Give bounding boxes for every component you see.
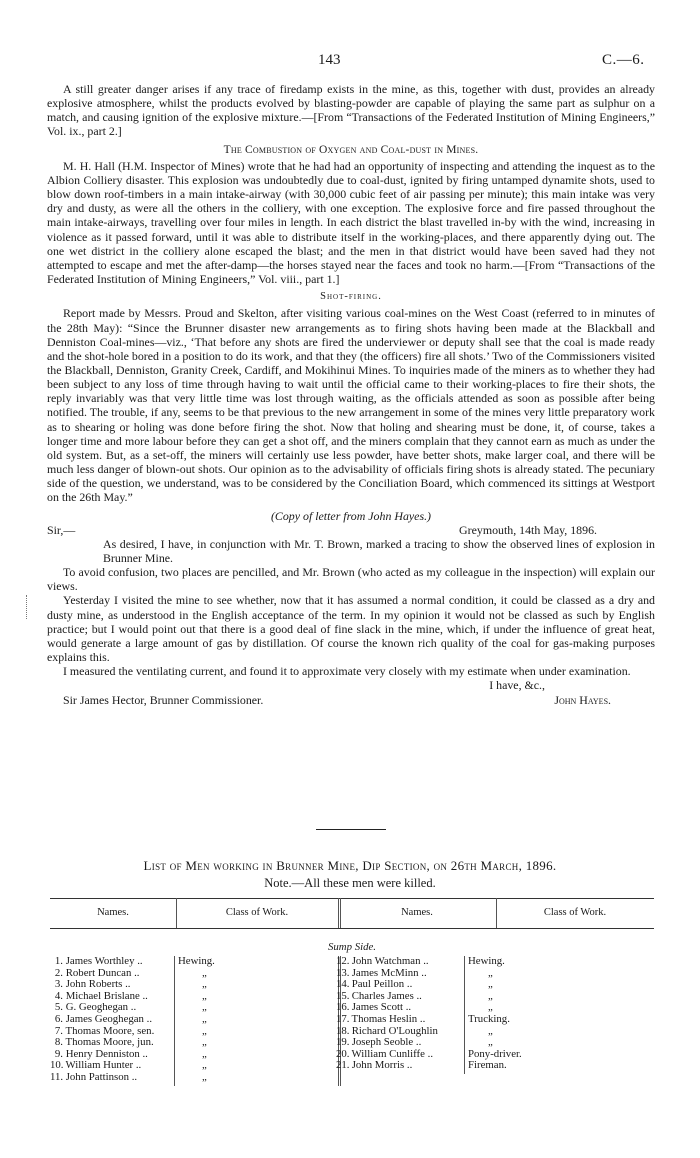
section-divider (316, 829, 386, 830)
column-header-work-right: Class of Work. (543, 907, 607, 918)
ditto-cell: „ (202, 1012, 207, 1025)
column-divider (464, 956, 465, 1074)
list-item: 11. John Pattinson .. (50, 1070, 138, 1083)
letter-paragraph-2: To avoid confusion, two places are pencilled, and Mr. Brown (who acted as my colleague in the inspection) will explain our views. (47, 565, 655, 594)
column-header-work-left: Class of Work. (225, 907, 289, 918)
letter-closing: I have, &c., (489, 678, 545, 693)
work-cell: Trucking. (468, 1012, 510, 1025)
ditto-cell: „ (202, 1047, 207, 1060)
heading-shot-firing: Shot-firing. (320, 291, 382, 303)
list-item: 6. James Geoghegan .. (54, 1012, 153, 1025)
letter-salutation-row (47, 523, 655, 537)
right-work-column (468, 956, 618, 1072)
ditto-cell: „ (202, 1024, 207, 1037)
list-item: 8. Thomas Moore, jun. (54, 1036, 154, 1049)
letter-signature-row (47, 693, 655, 707)
letter-closing-row (47, 678, 655, 692)
paragraph-report: Report made by Messrs. Proud and Skelton, after visiting various coal-mines on the West Coast (referred to in minutes of the 28th May): “Since the Brunner disaster new arrangements as to firing shots having been made at the Blackball and Denniston Coal-mines—viz., ‘That before any shots are fired the underviewer or deputy shall see that the coal is made ready and the shot-hole bored in a position to do its work, and that they (the officers) fire all shots.’ Two of the Commissioners visited the Blackball, Denniston, Granity Creek, Cardiff, and Mokihinui Mines. To inquiries made of the miners as to whether they had been subject to any loss of time through having to wait until the official came to their working-places to fire their shots, the reply invariably was that very little time was lost through waiting, as the officials attended as soon as possible after being notified. The trouble, if any, seems to be that previous to the new arrangement in some of the mines very little preparatory work as to shearing or holing was done before firing the shot. Now that holing and shearing must be done, it, of course, takes a longer time and more labour before they can get a shot off, and the miners complain that they cannot earn as much as under the old system. But, as a set-off, the miners will certainly use less powder, have better shots, make larger coal, and there will be much less danger of blown-out shots. Our opinion as to the advisability of officials firing shots is already stated. The pecuniary side of the question, we understand, was to be considered by the Conciliation Board, which commenced its sittings at Westport on the 26th May.” (47, 306, 655, 505)
work-cell: Hewing. (178, 955, 215, 967)
table-header-rule (50, 928, 654, 929)
ditto-cell: „ (488, 978, 493, 991)
letter-addressee: Sir James Hector, Brunner Commissioner. (63, 692, 264, 707)
list-item: 12. John Watchman .. (336, 955, 429, 967)
ditto-cell: „ (202, 966, 207, 979)
list-title: List of Men working in Brunner Mine, Dip Section, on 26th March, 1896. (143, 858, 557, 873)
ditto-cell: „ (202, 1036, 207, 1049)
column-header-names-left: Names. (97, 907, 129, 918)
letter-caption: (Copy of letter from John Hayes.) (270, 508, 432, 523)
list-item: 1. James Worthley .. (54, 955, 143, 967)
letter-salutation: Sir,— (47, 522, 76, 537)
ditto-cell: „ (202, 1070, 207, 1083)
left-work-column (178, 956, 328, 1084)
list-item: 19. Joseph Seoble .. (336, 1036, 422, 1049)
section-code: C.—6. (602, 52, 645, 68)
list-item: 2. Robert Duncan .. (54, 966, 140, 979)
men-table (50, 898, 654, 1158)
right-names-column (336, 956, 464, 1072)
list-item: 5. G. Geoghegan .. (54, 1001, 137, 1014)
list-item: 10. William Hunter .. (50, 1059, 142, 1072)
list-item: 21. John Morris .. (336, 1059, 413, 1072)
ditto-cell: „ (488, 989, 493, 1002)
letter-paragraph-4: I measured the ventilating current, and found it to approximate very closely with my estimate when under examination. (63, 664, 631, 679)
work-cell: Hewing. (468, 955, 505, 967)
list-item: 4. Michael Brislane .. (54, 989, 148, 1002)
list-item: 18. Richard O'Loughlin (336, 1024, 438, 1037)
paragraph-hall: M. H. Hall (H.M. Inspector of Mines) wrote that he had had an opportunity of inspecting and attending the inquest as to the Albion Colliery disaster. This explosion was undoubtedly due to coal-dust, ignited by firing untamped dynamite shots, used to blow down roof-timbers in a main intake-airway (with 30,000 cubic feet of air passing per minute); this main intake was very dry and dusty, as were all the others in the colliery, with one exception. The explosive force and fire passed throughout the main intake-airways, travelling over four miles in length. In each district the blast travelled in-by with the wind, increasing in violence as it passed forward, until it was able to distribute itself in the working-places, and there apparently dying out. The one wet district in the colliery alone escaped the blast; and the men in that district would have been saved had they not attempted to escape and met the after-damp—the horses stayed near the faces and took no harm.—[From “Transactions of the Federated Institution of Mining Engineers,” Vol. viii., part 1.] (47, 158, 655, 287)
ditto-cell: „ (202, 1059, 207, 1072)
ditto-cell: „ (488, 1036, 493, 1049)
subheading-sump-side: Sump Side. (328, 941, 376, 953)
work-cell: Fireman. (468, 1059, 507, 1072)
letter-paragraph-1: As desired, I have, in conjunction with Mr. T. Brown, marked a tracing to show the observed lines of explosion in Brunner Mine. (103, 536, 655, 565)
list-item: 7. Thomas Moore, sen. (54, 1024, 155, 1037)
ditto-cell: „ (202, 978, 207, 991)
page-number: 143 (318, 52, 341, 68)
list-item: 16. James Scott .. (336, 1001, 412, 1014)
ditto-cell: „ (488, 1024, 493, 1037)
list-item: 13. James McMinn .. (336, 966, 427, 979)
paragraph-firedamp: A still greater danger arises if any trace of firedamp exists in the mine, as this, together with dust, provides an already explosive atmosphere, whilst the products evolved by blasting-powder are capable of playing the same part as sulphur on a match, and causing ignition of the explosive mixture.—[From “Transactions of the Federated Institution of Mining Engineers,” Vol. ix., part 2.] (47, 82, 655, 139)
body-text (47, 82, 655, 707)
letter-place-date: Greymouth, 14th May, 1896. (459, 522, 597, 537)
letter-signature: John Hayes. (554, 692, 611, 707)
heading-combustion: The Combustion of Oxygen and Coal-dust in Mines. (223, 143, 479, 156)
table-top-rule (50, 898, 654, 899)
ditto-cell: „ (488, 1001, 493, 1014)
column-header-names-right: Names. (401, 907, 433, 918)
list-item: 9. Henry Denniston .. (54, 1047, 148, 1060)
list-item: 3. John Roberts .. (54, 978, 131, 991)
list-item: 17. Thomas Heslin .. (336, 1012, 426, 1025)
list-item: 20. William Cunliffe .. (336, 1047, 434, 1060)
page-header (0, 52, 700, 72)
list-item: 14. Paul Peillon .. (336, 978, 413, 991)
list-note: Note.—All these men were killed. (264, 876, 436, 890)
left-names-column (50, 956, 174, 1084)
ditto-cell: „ (202, 1001, 207, 1014)
column-divider (174, 956, 175, 1086)
letter-paragraph-3: Yesterday I visited the mine to see whether, now that it has assumed a normal condition, it could be classed as a dry and dusty mine, as understood in the English acceptance of the term. In my opinion it would not be classed as such by English practice; but I would point out that there is a good deal of fine slack in the mine, which, if under the influence of great heat, would generate a large amount of gas by distillation. Of course the known rich quality of the coal for gas-making purposes explains this. (47, 593, 655, 665)
list-item: 15. Charles James .. (336, 989, 422, 1002)
ditto-cell: „ (202, 989, 207, 1002)
work-cell: Pony-driver. (468, 1047, 522, 1060)
margin-mark (26, 595, 33, 619)
ditto-cell: „ (488, 966, 493, 979)
